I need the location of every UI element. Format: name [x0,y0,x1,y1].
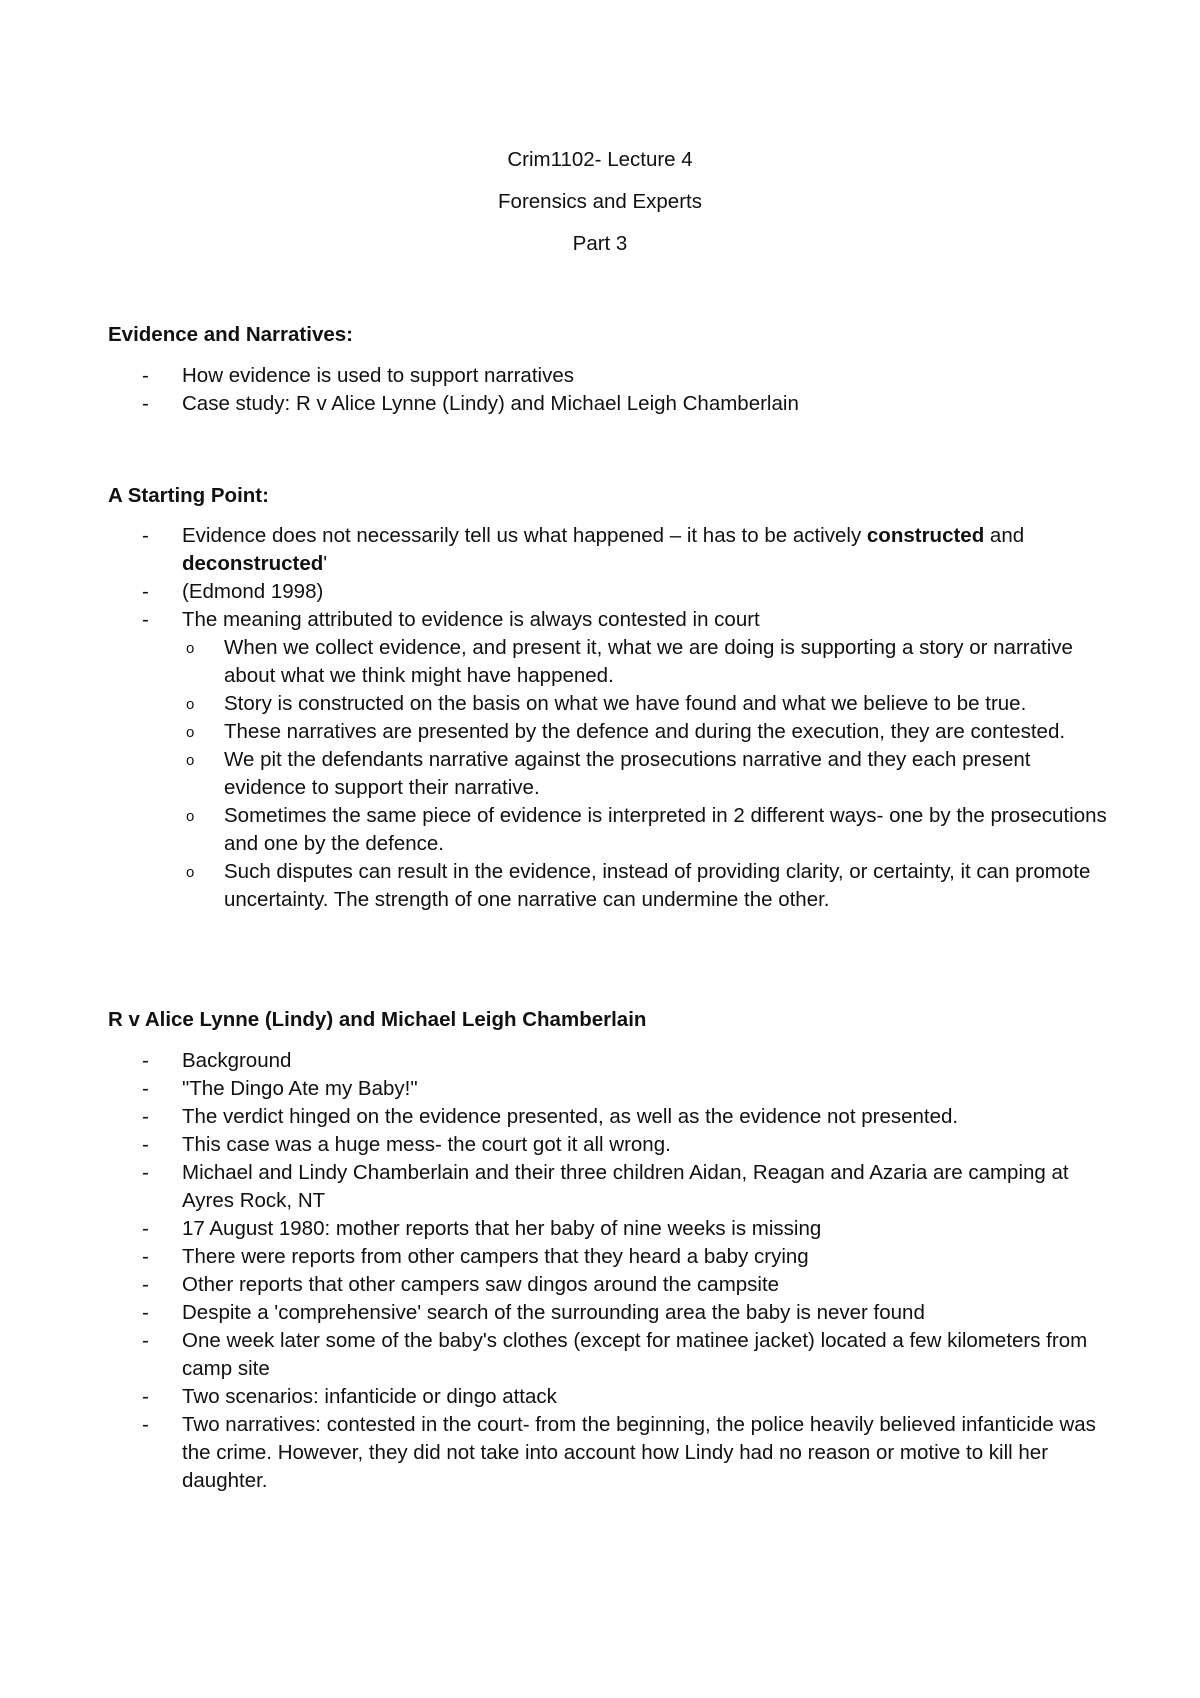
course-title: Crim1102- Lecture 4 [507,148,693,171]
list-item: - This case was a huge mess- the court got it all wrong. [108,1131,1108,1159]
list-item: - Evidence does not necessarily tell us what happened – it has to be actively constructed and deconstructed' [142,524,1025,575]
dash-marker: - [142,392,149,415]
bullet-list [108,362,1108,418]
emphasis-constructed: constructed [866,524,985,547]
dash-marker: - [142,1161,149,1184]
list-item: - There were reports from other campers that they heard a baby crying [108,1243,1108,1271]
circle-marker: o [186,808,195,825]
dash-marker: - [142,524,149,547]
section-heading: Evidence and Narratives: [108,323,353,346]
sub-list-item: o We pit the defendants narrative against the prosecutions narrative and they each present evidence to support their narrative. [186,748,1031,799]
list-item: - Michael and Lindy Chamberlain and their three children Aidan, Reagan and Azaria are camping at Ayres Rock, NT [142,1161,1069,1212]
sub-list-item: o Such disputes can result in the evidence, instead of providing clarity, or certainty, it can promote uncertainty. The strength of one narrative can undermine the other. [186,860,1091,911]
list-item: - One week later some of the baby's clothes (except for matinee jacket) located a few kilometers from camp site [142,1329,1088,1380]
dash-marker: - [142,1273,149,1296]
dash-marker: - [142,1217,149,1240]
dash-marker: - [142,1385,149,1408]
sub-list-item: o Story is constructed on the basis on what we have found and what we believe to be true. [182,690,1108,718]
circle-marker: o [186,640,195,657]
list-item: - Other reports that other campers saw dingos around the campsite [108,1271,1108,1299]
emphasis-deconstructed: deconstructed [182,552,324,575]
dash-marker: - [142,608,149,631]
section-evidence-narratives [108,321,1108,418]
list-item: - Background [108,1047,1108,1075]
circle-marker: o [186,724,195,741]
sub-bullet-list [182,634,1108,914]
list-item: - The meaning attributed to evidence is always contested in court o When we collect evidence, and present it, what we are doing is supporting a story or narrative about what we think might have happened. o Story is constructed on the basis on what we have found and what we believe to be true. o These narratives are presented by the defence and during the execution, they are contested. o We pit the defendants narrative against the prosecutions narrative and they each present evidence to support their narrative. o Sometimes the same piece of evidence is interpreted in 2 different ways- one by the prosecutions and one by the defence. o Such disputes can result in the evidence, instead of providing clarity, or certainty, it can promote uncertainty. The strength of one narrative can undermine the other. [108,606,1108,914]
list-item: - "The Dingo Ate my Baby!" [108,1075,1108,1103]
lecture-topic: Forensics and Experts [498,190,702,213]
sub-list-item: o These narratives are presented by the defence and during the execution, they are contested. [182,718,1108,746]
dash-marker: - [142,1133,149,1156]
list-item: - Case study: R v Alice Lynne (Lindy) and Michael Leigh Chamberlain [108,390,1108,418]
dash-marker: - [142,1077,149,1100]
dash-marker: - [142,580,149,603]
sub-list-item: o Sometimes the same piece of evidence is interpreted in 2 different ways- one by the prosecutions and one by the defence. [186,804,1107,855]
dash-marker: - [142,364,149,387]
lecture-part: Part 3 [572,232,628,255]
dash-marker: - [142,1301,149,1324]
circle-marker: o [186,752,195,769]
section-starting-point [108,482,1108,914]
bullet-list [108,522,1108,914]
list-item: - Two scenarios: infanticide or dingo attack [108,1383,1108,1411]
dash-marker: - [142,1245,149,1268]
dash-marker: - [142,1105,149,1128]
list-item: - Two narratives: contested in the court- from the beginning, the police heavily believed infanticide was the crime. However, they did not take into account how Lindy had no reason or motive to kill her daughter. [142,1413,1096,1492]
sub-list-item: o When we collect evidence, and present it, what we are doing is supporting a story or narrative about what we think might have happened. [186,636,1073,687]
list-item: - 17 August 1980: mother reports that her baby of nine weeks is missing [108,1215,1108,1243]
dash-marker: - [142,1413,149,1436]
section-heading: R v Alice Lynne (Lindy) and Michael Leigh Chamberlain [108,1008,647,1031]
bullet-list [108,1047,1108,1495]
circle-marker: o [186,864,195,881]
list-item: - The verdict hinged on the evidence presented, as well as the evidence not presented. [108,1103,1108,1131]
list-item: - Despite a 'comprehensive' search of the surrounding area the baby is never found [108,1299,1108,1327]
section-heading: A Starting Point: [108,484,269,507]
dash-marker: - [142,1049,149,1072]
section-chamberlain-case [108,1006,1108,1495]
title-block [0,146,1200,272]
list-item: - (Edmond 1998) [108,578,1108,606]
dash-marker: - [142,1329,149,1352]
circle-marker: o [186,696,195,713]
list-item: - How evidence is used to support narratives [108,362,1108,390]
